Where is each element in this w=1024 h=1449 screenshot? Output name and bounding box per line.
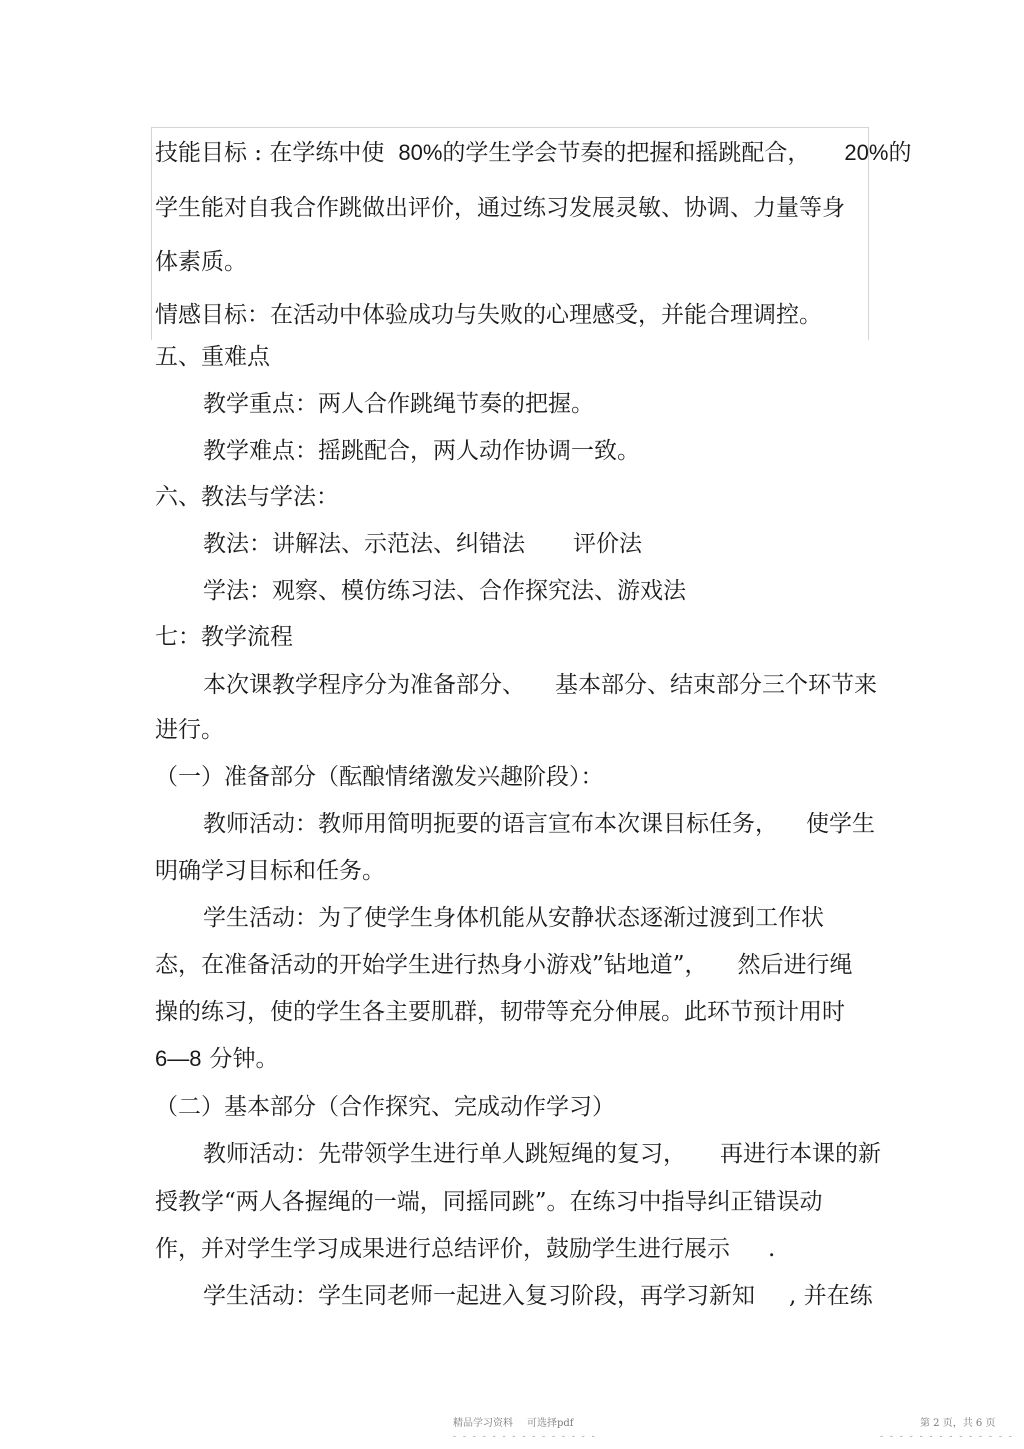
section7-intro-b: 基本部分、结束部分三个环节来 <box>555 672 877 698</box>
skill-goal-line3: 体素质。 <box>155 249 247 275</box>
section7-heading: 七：教学流程 <box>155 624 293 650</box>
footer-left-a: 精品学习资料 <box>453 1418 513 1429</box>
skill-goal-percent-2: 20% <box>844 140 889 165</box>
skill-goal-line2: 学生能对自我合作跳做出评价，通过练习发展灵敏、协调、力量等身 <box>155 195 845 221</box>
footer-dashes-right: - - - - - - - - - - - - - - <box>880 1432 1014 1442</box>
part1-teacher-a: 教师活动：教师用简明扼要的语言宣布本次课目标任务， <box>203 811 778 837</box>
section6-heading: 六、教法与学法： <box>155 484 339 510</box>
teaching-methods-text: 教法：讲解法、示范法、纠错法 <box>203 531 525 557</box>
part1-student-line4 <box>155 1044 278 1074</box>
part2-heading: （二）基本部分（合作探究、完成动作学习） <box>155 1094 615 1120</box>
part2-teacher-line3-a: 作，并对学生学习成果进行总结评价，鼓励学生进行展示 <box>155 1236 730 1262</box>
part1-student-line2-b: 然后进行绳 <box>737 952 853 978</box>
part1-duration-number: 6—8 <box>155 1046 202 1071</box>
part1-student-line2 <box>155 950 853 980</box>
part2-teacher-line3-b: . <box>768 1236 776 1262</box>
part2-teacher-line1-b: 再进行本课的新 <box>720 1141 881 1167</box>
part1-student-line2-a: 态，在准备活动的开始学生进行热身小游戏”钻地道”， <box>155 952 708 978</box>
footer-dashes-left: - - - - - - - - - - - - - - - <box>453 1432 597 1442</box>
skill-goal-percent-1: 80% <box>398 140 443 165</box>
teaching-methods-extra: 评价法 <box>573 531 642 557</box>
part2-teacher-line2: 授教学“两人各握绳的一端，同摇同跳”。在练习中指导纠正错误动 <box>155 1189 823 1215</box>
difficult-point: 教学难点：摇跳配合，两人动作协调一致。 <box>203 438 640 464</box>
part2-teacher-line3 <box>155 1234 775 1264</box>
part1-heading: （一）准备部分（酝酿情绪激发兴趣阶段）： <box>155 764 604 790</box>
part2-student-line1-b: , 并在练 <box>789 1283 873 1309</box>
footer-page-number: 第 2 页，共 6 页 <box>920 1418 996 1429</box>
section7-intro-line1 <box>203 670 877 700</box>
skill-goal-line1 <box>155 138 911 168</box>
part2-student-line1 <box>203 1281 873 1311</box>
section7-intro-line2: 进行。 <box>155 717 224 743</box>
part1-teacher-line1 <box>203 809 875 839</box>
part2-student-line1-a: 学生活动：学生同老师一起进入复习阶段，再学习新知 <box>203 1283 755 1309</box>
skill-goal-text-b: 的学生学会节奏的把握和摇跳配合， <box>442 140 811 166</box>
footer-left <box>453 1418 574 1430</box>
learning-methods: 学法：观察、模仿练习法、合作探究法、游戏法 <box>203 578 686 604</box>
section7-intro-a: 本次课教学程序分为准备部分、 <box>203 672 525 698</box>
part1-duration-text: 分钟。 <box>209 1046 279 1072</box>
skill-goal-text-a: 技能目标 : 在学练中使 <box>155 140 385 166</box>
emotion-goal: 情感目标：在活动中体验成功与失败的心理感受，并能合理调控。 <box>155 302 822 328</box>
part1-teacher-line2: 明确学习目标和任务。 <box>155 858 385 884</box>
key-point: 教学重点：两人合作跳绳节奏的把握。 <box>203 391 594 417</box>
section5-heading: 五、重难点 <box>155 344 270 370</box>
teaching-methods <box>203 529 642 559</box>
part1-student-line3: 操的练习，使的学生各主要肌群，韧带等充分伸展。此环节预计用时 <box>155 999 845 1025</box>
part1-student-line1: 学生活动：为了使学生身体机能从安静状态逐渐过渡到工作状 <box>203 905 824 931</box>
footer-left-b: 可选择pdf <box>527 1418 574 1429</box>
part2-teacher-line1-a: 教师活动：先带领学生进行单人跳短绳的复习， <box>203 1141 686 1167</box>
part2-teacher-line1 <box>203 1139 881 1169</box>
part1-teacher-b: 使学生 <box>806 811 875 837</box>
skill-goal-text-c: 的 <box>888 140 912 166</box>
